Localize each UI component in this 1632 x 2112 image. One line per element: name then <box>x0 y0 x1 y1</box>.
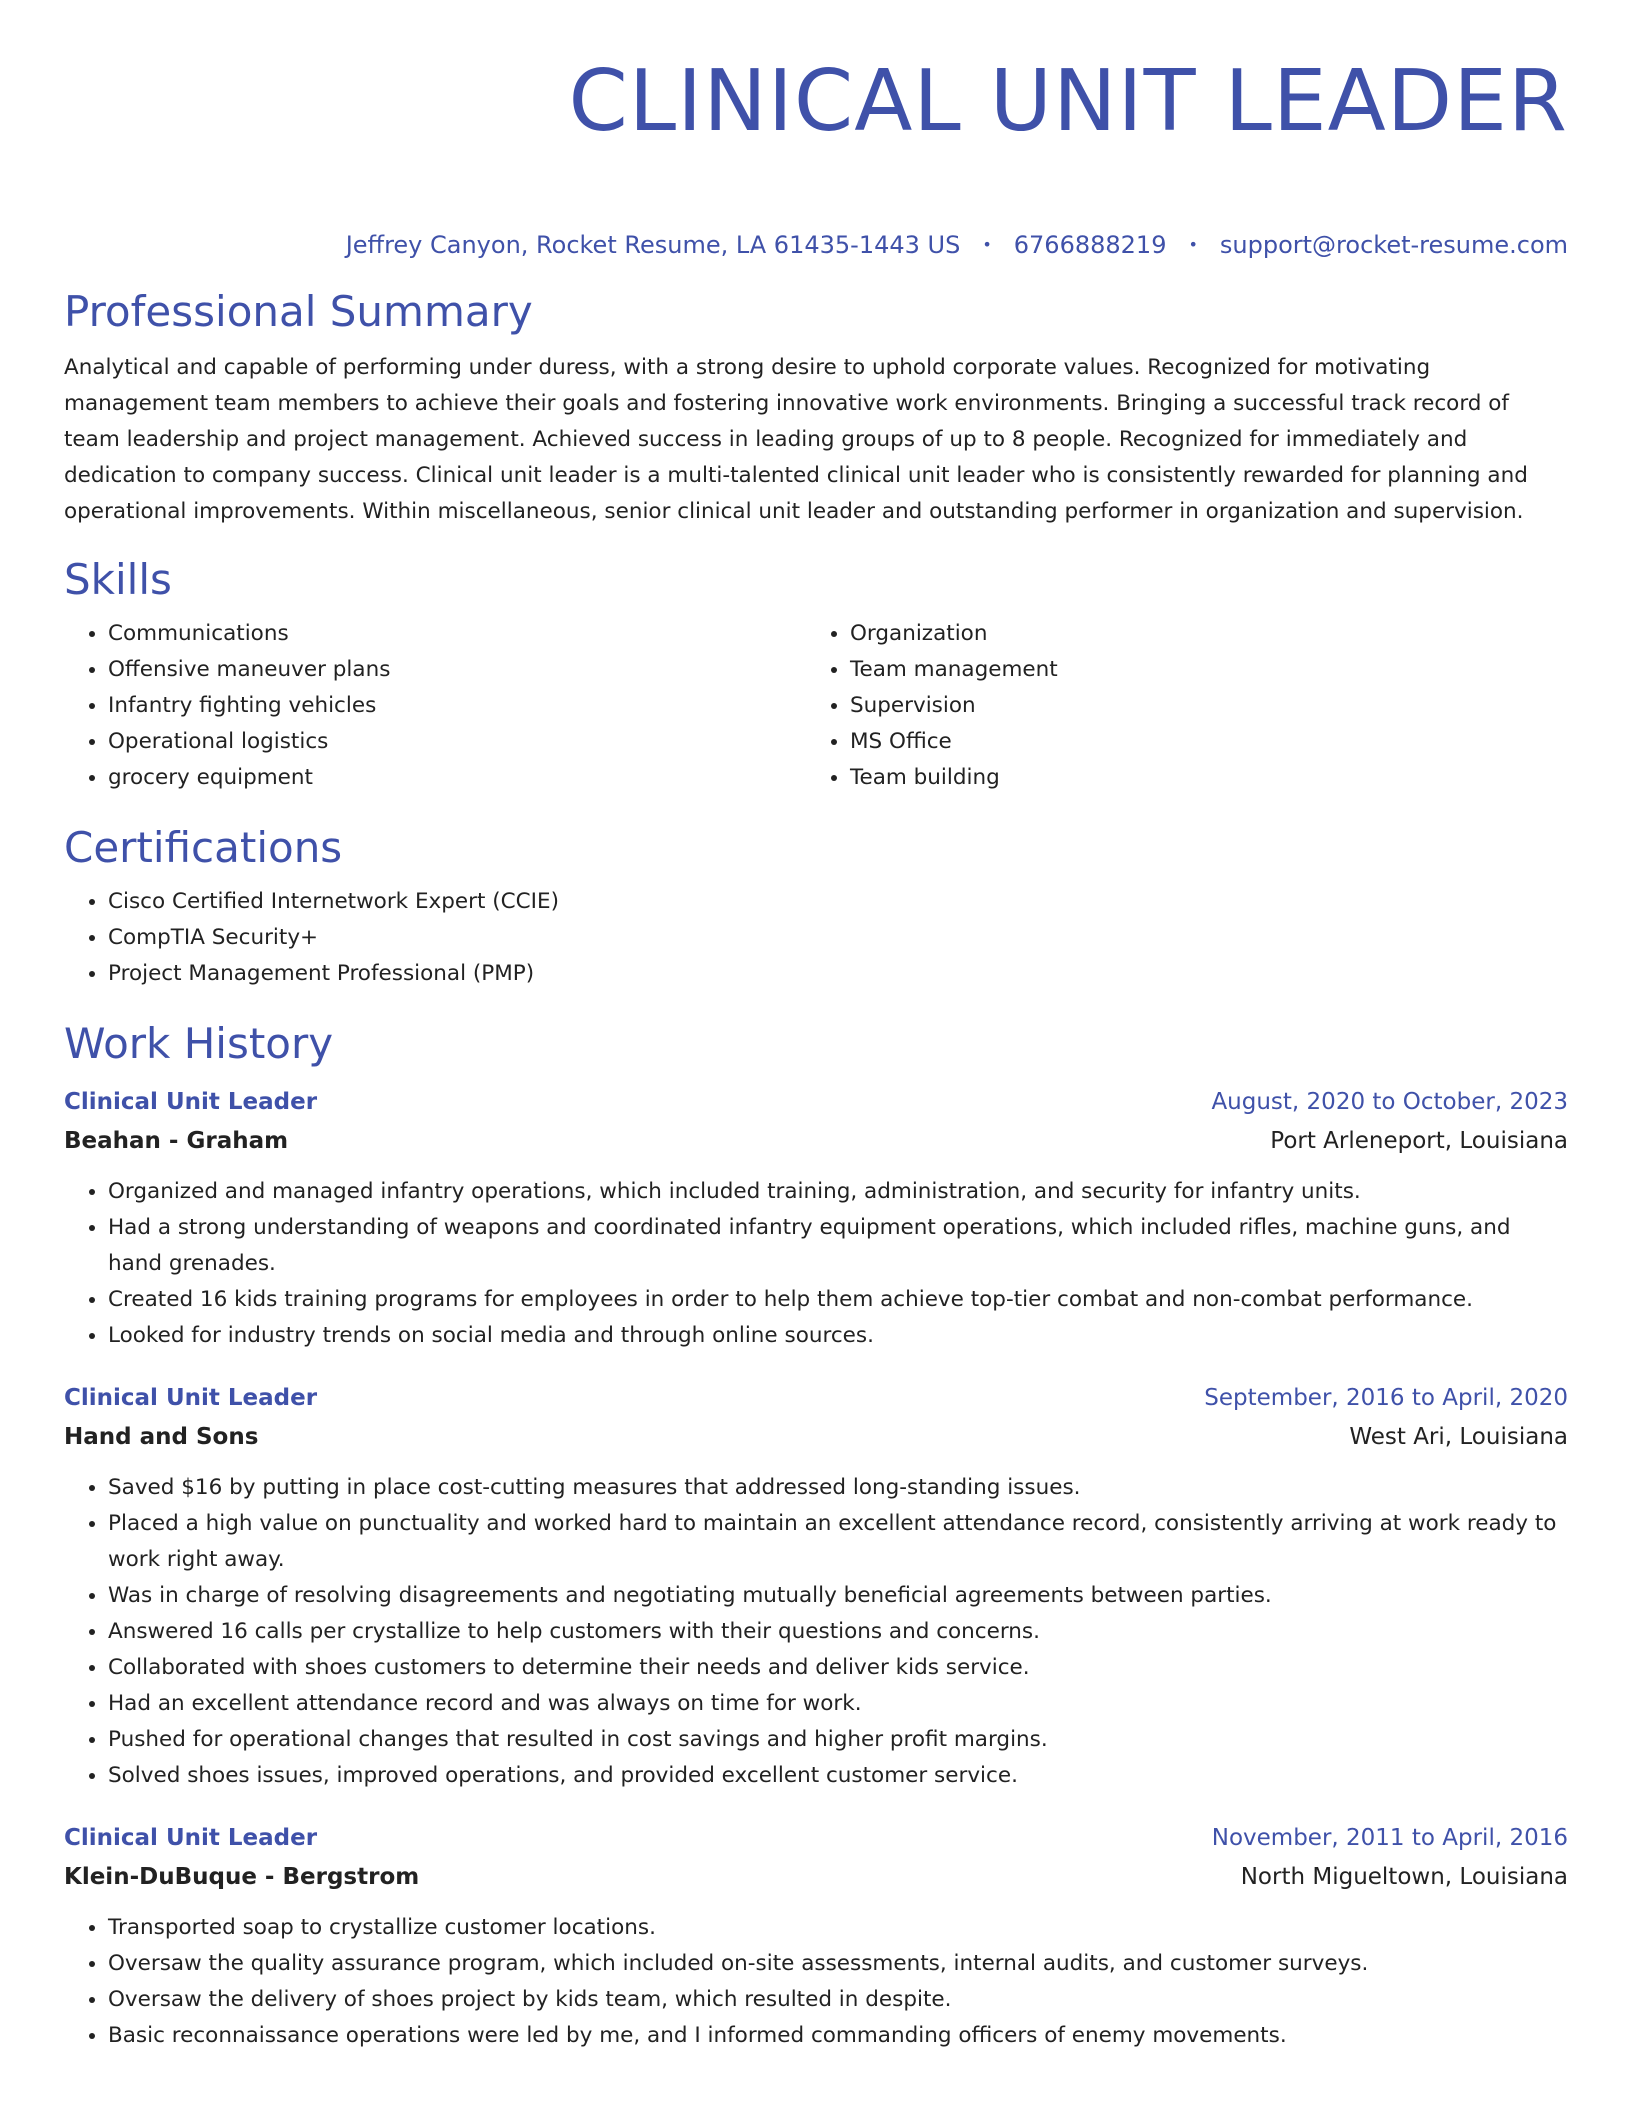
job-bullet: • Basic reconnaissance operations were led by me, and I informed commanding officers of enemy movements. <box>108 2018 1568 2054</box>
job-company: Klein-DuBuque - Bergstrom <box>64 1864 420 1890</box>
skill-item: • grocery equipment <box>108 760 806 796</box>
job-entry <box>64 1818 1568 2054</box>
contact-separator: • <box>982 235 992 254</box>
job-bullets <box>64 1470 1568 1794</box>
skills-columns <box>64 616 1568 796</box>
job-location: North Migueltown, Louisiana <box>1240 1864 1568 1890</box>
job-bullet: • Transported soap to crystallize customer locations. <box>108 1910 1568 1946</box>
job-bullet: • Created 16 kids training programs for employees in order to help them achieve top-tier combat and non-combat performance. <box>108 1282 1568 1318</box>
skills-section <box>64 554 1568 796</box>
skills-heading: Skills <box>64 555 172 604</box>
job-entry <box>64 1082 1568 1354</box>
skill-item: • Supervision <box>850 688 1548 724</box>
job-title-row <box>64 1818 1568 1858</box>
job-bullets <box>64 1910 1568 2054</box>
skill-item: • MS Office <box>850 724 1548 760</box>
job-title: Clinical Unit Leader <box>64 1825 318 1851</box>
job-bullet: • Placed a high value on punctuality and worked hard to maintain an excellent attendance record, consistently arriving at work ready to work right away. <box>108 1506 1568 1578</box>
skill-item: • Organization <box>850 616 1548 652</box>
skill-item: • Operational logistics <box>108 724 806 760</box>
job-title: Clinical Unit Leader <box>64 1385 318 1411</box>
job-bullet: • Was in charge of resolving disagreements and negotiating mutually beneficial agreements between parties. <box>108 1578 1568 1614</box>
job-title-row <box>64 1378 1568 1418</box>
summary-section <box>64 286 1568 530</box>
contact-email: support@rocket-resume.com <box>1219 231 1568 259</box>
skill-item: • Offensive maneuver plans <box>108 652 806 688</box>
certifications-heading: Certifications <box>64 823 343 872</box>
job-bullet: • Saved $16 by putting in place cost-cutting measures that addressed long-standing issues. <box>108 1470 1568 1506</box>
skill-item: • Infantry fighting vehicles <box>108 688 806 724</box>
job-company: Beahan - Graham <box>64 1128 289 1154</box>
job-title: Clinical Unit Leader <box>64 1089 318 1115</box>
job-company: Hand and Sons <box>64 1424 259 1450</box>
certification-item: • Cisco Certified Internetwork Expert (CCIE) <box>108 884 1568 920</box>
job-bullet: • Solved shoes issues, improved operations, and provided excellent customer service. <box>108 1758 1568 1794</box>
certifications-list <box>64 884 1568 992</box>
job-dates: August, 2020 to October, 2023 <box>1211 1089 1568 1115</box>
certification-item: • Project Management Professional (PMP) <box>108 956 1568 992</box>
summary-heading: Professional Summary <box>64 287 533 336</box>
skills-column-right <box>806 616 1548 796</box>
skill-item: • Communications <box>108 616 806 652</box>
skill-item: • Team management <box>850 652 1548 688</box>
work-heading: Work History <box>64 1019 334 1068</box>
job-bullets <box>64 1174 1568 1354</box>
certification-item: • CompTIA Security+ <box>108 920 1568 956</box>
certifications-section <box>64 822 1568 992</box>
job-bullet: • Looked for industry trends on social media and through online sources. <box>108 1318 1568 1354</box>
contact-address: Jeffrey Canyon, Rocket Resume, LA 61435-1443 US <box>345 231 961 259</box>
skills-list-right <box>806 616 1548 796</box>
job-bullet: • Oversaw the quality assurance program, which included on-site assessments, internal audits, and customer surveys. <box>108 1946 1568 1982</box>
skill-item: • Team building <box>850 760 1548 796</box>
job-dates: November, 2011 to April, 2016 <box>1211 1825 1568 1851</box>
job-bullet: • Pushed for operational changes that resulted in cost savings and higher profit margins. <box>108 1722 1568 1758</box>
job-bullet: • Had a strong understanding of weapons and coordinated infantry equipment operations, which included rifles, machine guns, and hand grenades. <box>108 1210 1568 1282</box>
job-bullet: • Had an excellent attendance record and was always on time for work. <box>108 1686 1568 1722</box>
job-location: Port Arleneport, Louisiana <box>1270 1128 1568 1154</box>
job-dates: September, 2016 to April, 2020 <box>1204 1385 1568 1411</box>
job-company-row <box>64 1858 1568 1896</box>
job-bullet: • Organized and managed infantry operations, which included training, administration, and security for infantry units. <box>108 1174 1568 1210</box>
job-title-row <box>64 1082 1568 1122</box>
contact-separator: • <box>1188 235 1198 254</box>
job-company-row <box>64 1418 1568 1456</box>
resume-header <box>64 0 1568 260</box>
job-company-row <box>64 1122 1568 1160</box>
work-section <box>64 1018 1568 2054</box>
contact-phone: 6766888219 <box>1013 231 1167 259</box>
contact-line <box>64 230 1568 260</box>
resume-title: CLINICAL UNIT LEADER <box>568 52 1568 151</box>
job-bullet: • Collaborated with shoes customers to determine their needs and deliver kids service. <box>108 1650 1568 1686</box>
job-bullet: • Oversaw the delivery of shoes project by kids team, which resulted in despite. <box>108 1982 1568 2018</box>
skills-column-left <box>64 616 806 796</box>
skills-list-left <box>64 616 806 796</box>
summary-text: Analytical and capable of performing under duress, with a strong desire to uphold corporate values. Recognized for motivating management team members to achieve their goals and fostering innovative work environments. Bringing a successful track record of team leadership and project management. Achieved success in leading groups of up to 8 people. Recognized for immediately and dedication to company success. Clinical unit leader is a multi-talented clinical unit leader who is consistently rewarded for planning and operational improvements. Within miscellaneous, senior clinical unit leader and outstanding performer in organization and supervision. <box>64 355 1528 524</box>
job-location: West Ari, Louisiana <box>1349 1424 1568 1450</box>
job-entry <box>64 1378 1568 1794</box>
job-bullet: • Answered 16 calls per crystallize to help customers with their questions and concerns. <box>108 1614 1568 1650</box>
